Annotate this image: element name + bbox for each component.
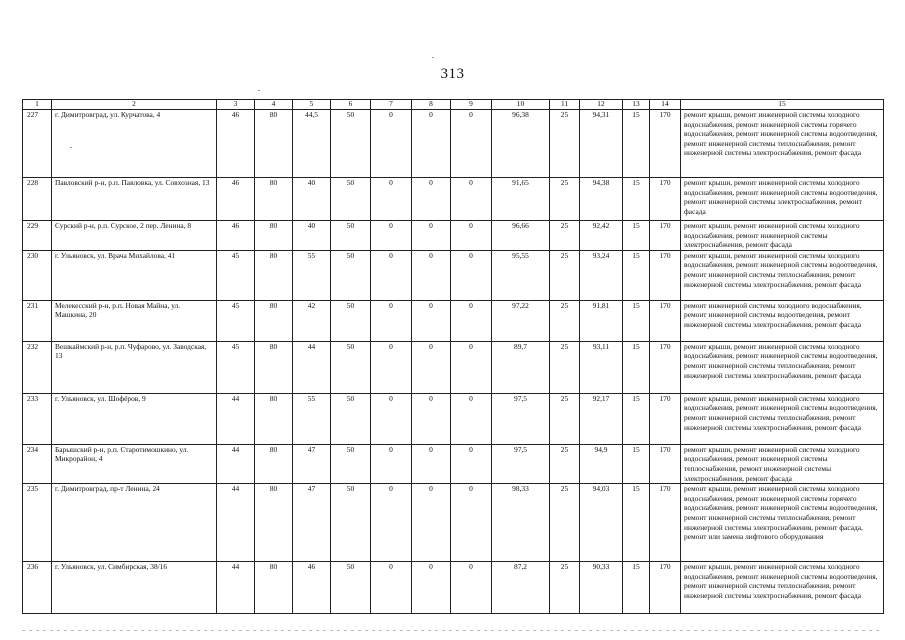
row-col-3: 44 xyxy=(217,444,255,483)
row-repair-works: ремонт крыши, ремонт инженерной системы холодного водоснабжения, ремонт инженерной системы электроснабжения, ремонт фасада xyxy=(681,221,884,251)
row-col-5: 47 xyxy=(293,484,331,562)
scan-artifact-line xyxy=(22,630,883,631)
row-number: 231 xyxy=(23,300,52,341)
row-col-11: 25 xyxy=(550,484,580,562)
row-address: г. Ульяновск, ул. Симбирская, 38/16 xyxy=(52,562,217,614)
header-col-8: 8 xyxy=(412,100,451,110)
row-col-11: 25 xyxy=(550,341,580,393)
row-col-9: 0 xyxy=(451,484,492,562)
row-repair-works: ремонт крыши, ремонт инженерной системы холодного водоснабжения, ремонт инженерной системы теплоснабжения, ремонт инженерной системы электроснабжения, ремонт фасада xyxy=(681,444,884,483)
row-col-5: 44 xyxy=(293,341,331,393)
row-col-8: 0 xyxy=(412,250,451,300)
table-row xyxy=(23,250,884,300)
row-address: Павловский р-н, р.п. Павловка, ул. Совхозная, 13 xyxy=(52,178,217,221)
row-address: г. Димитровград, пр-т Ленина, 24 xyxy=(52,484,217,562)
row-col-6: 50 xyxy=(331,250,371,300)
header-col-6: 6 xyxy=(331,100,371,110)
row-col-13: 15 xyxy=(623,562,650,614)
row-col-8: 0 xyxy=(412,110,451,178)
row-col-11: 25 xyxy=(550,300,580,341)
row-col-10: 95,55 xyxy=(492,250,550,300)
scan-speck xyxy=(258,90,260,91)
row-col-10: 97,5 xyxy=(492,393,550,444)
row-repair-works: ремонт крыши, ремонт инженерной системы холодного водоснабжения, ремонт инженерной системы водоотведения, ремонт инженерной системы теплоснабжения, ремонт инженерной системы электроснабжения, ремонт фасада xyxy=(681,562,884,614)
row-address: г. Димитровград, ул. Курчатова, 4 xyxy=(52,110,217,178)
row-col-3: 44 xyxy=(217,484,255,562)
header-col-5: 5 xyxy=(293,100,331,110)
row-col-3: 46 xyxy=(217,178,255,221)
table-row xyxy=(23,444,884,483)
row-col-7: 0 xyxy=(371,110,412,178)
repair-program-table-wrapper xyxy=(22,99,883,614)
row-number: 229 xyxy=(23,221,52,251)
table-header xyxy=(23,100,884,110)
row-col-14: 170 xyxy=(650,221,681,251)
table-body xyxy=(23,110,884,614)
row-col-4: 80 xyxy=(255,393,293,444)
row-address: Мелекесский р-н, р.п. Новая Майна, ул. Машкина, 20 xyxy=(52,300,217,341)
row-col-7: 0 xyxy=(371,221,412,251)
row-col-11: 25 xyxy=(550,562,580,614)
row-col-10: 87,2 xyxy=(492,562,550,614)
row-col-9: 0 xyxy=(451,393,492,444)
row-col-3: 46 xyxy=(217,110,255,178)
header-row xyxy=(23,100,884,110)
row-col-8: 0 xyxy=(412,393,451,444)
row-col-7: 0 xyxy=(371,393,412,444)
row-col-10: 98,33 xyxy=(492,484,550,562)
row-col-13: 15 xyxy=(623,110,650,178)
row-col-8: 0 xyxy=(412,300,451,341)
row-number: 233 xyxy=(23,393,52,444)
row-number: 235 xyxy=(23,484,52,562)
row-col-8: 0 xyxy=(412,484,451,562)
row-col-5: 46 xyxy=(293,562,331,614)
row-col-9: 0 xyxy=(451,250,492,300)
row-address: г. Ульяновск, ул. Шофёров, 9 xyxy=(52,393,217,444)
row-col-7: 0 xyxy=(371,300,412,341)
row-col-4: 80 xyxy=(255,300,293,341)
page-number: 313 xyxy=(440,66,465,82)
row-col-14: 170 xyxy=(650,250,681,300)
row-col-3: 45 xyxy=(217,250,255,300)
row-col-6: 50 xyxy=(331,484,371,562)
row-col-6: 50 xyxy=(331,444,371,483)
row-number: 227 xyxy=(23,110,52,178)
row-col-6: 50 xyxy=(331,562,371,614)
row-repair-works: ремонт крыши, ремонт инженерной системы холодного водоснабжения, ремонт инженерной системы водоотведения, ремонт инженерной системы электроснабжения, ремонт фасада xyxy=(681,178,884,221)
row-col-11: 25 xyxy=(550,250,580,300)
row-col-5: 55 xyxy=(293,250,331,300)
header-col-15: 15 xyxy=(681,100,884,110)
row-col-9: 0 xyxy=(451,300,492,341)
row-col-6: 50 xyxy=(331,300,371,341)
row-col-3: 45 xyxy=(217,341,255,393)
header-col-2: 2 xyxy=(52,100,217,110)
row-col-5: 44,5 xyxy=(293,110,331,178)
repair-program-table xyxy=(22,99,884,614)
row-col-10: 96,66 xyxy=(492,221,550,251)
row-number: 228 xyxy=(23,178,52,221)
row-col-8: 0 xyxy=(412,562,451,614)
row-col-3: 44 xyxy=(217,393,255,444)
row-col-13: 15 xyxy=(623,300,650,341)
row-number: 232 xyxy=(23,341,52,393)
row-repair-works: ремонт инженерной системы холодного водоснабжения, ремонт инженерной системы водоотведения, ремонт инженерной системы электроснабжения, ремонт фасада xyxy=(681,300,884,341)
row-col-11: 25 xyxy=(550,178,580,221)
header-col-14: 14 xyxy=(650,100,681,110)
row-number: 230 xyxy=(23,250,52,300)
table-row xyxy=(23,484,884,562)
row-col-12: 94,38 xyxy=(580,178,623,221)
row-col-13: 15 xyxy=(623,250,650,300)
row-col-13: 15 xyxy=(623,484,650,562)
header-col-4: 4 xyxy=(255,100,293,110)
row-col-3: 46 xyxy=(217,221,255,251)
row-col-14: 170 xyxy=(650,562,681,614)
header-col-12: 12 xyxy=(580,100,623,110)
row-col-10: 89,7 xyxy=(492,341,550,393)
row-col-5: 42 xyxy=(293,300,331,341)
row-col-7: 0 xyxy=(371,444,412,483)
row-col-6: 50 xyxy=(331,178,371,221)
row-col-11: 25 xyxy=(550,221,580,251)
row-col-4: 80 xyxy=(255,221,293,251)
row-col-12: 93,11 xyxy=(580,341,623,393)
row-col-6: 50 xyxy=(331,221,371,251)
row-repair-works: ремонт крыши, ремонт инженерной системы холодного водоснабжения, ремонт инженерной системы водоотведения, ремонт инженерной системы теплоснабжения, ремонт инженерной системы электроснабжения, ремонт фасада xyxy=(681,250,884,300)
row-col-6: 50 xyxy=(331,393,371,444)
row-col-8: 0 xyxy=(412,341,451,393)
row-col-4: 80 xyxy=(255,562,293,614)
row-col-14: 170 xyxy=(650,178,681,221)
row-col-14: 170 xyxy=(650,444,681,483)
scan-speck xyxy=(70,147,72,148)
header-col-3: 3 xyxy=(217,100,255,110)
header-col-1: 1 xyxy=(23,100,52,110)
row-col-9: 0 xyxy=(451,341,492,393)
row-col-8: 0 xyxy=(412,221,451,251)
row-col-7: 0 xyxy=(371,562,412,614)
table-row xyxy=(23,300,884,341)
row-col-3: 44 xyxy=(217,562,255,614)
row-col-13: 15 xyxy=(623,341,650,393)
row-address: г. Ульяновск, ул. Врача Михайлова, 41 xyxy=(52,250,217,300)
header-col-9: 9 xyxy=(451,100,492,110)
row-col-7: 0 xyxy=(371,250,412,300)
row-number: 236 xyxy=(23,562,52,614)
row-repair-works: ремонт крыши, ремонт инженерной системы холодного водоснабжения, ремонт инженерной системы водоотведения, ремонт инженерной системы теплоснабжения, ремонт инженерной системы электроснабжения, ремонт фасада xyxy=(681,393,884,444)
table-row xyxy=(23,562,884,614)
row-col-8: 0 xyxy=(412,178,451,221)
header-col-10: 10 xyxy=(492,100,550,110)
row-col-9: 0 xyxy=(451,110,492,178)
row-col-4: 80 xyxy=(255,110,293,178)
row-col-12: 91,81 xyxy=(580,300,623,341)
row-address: Вешкаймский р-н, р.п. Чуфарово, ул. Заводская, 13 xyxy=(52,341,217,393)
row-col-10: 97,22 xyxy=(492,300,550,341)
row-address: Барышский р-н, р.п. Старотимошкино, ул. Микрорайон, 4 xyxy=(52,444,217,483)
scan-speck xyxy=(432,57,434,58)
row-col-13: 15 xyxy=(623,393,650,444)
row-col-9: 0 xyxy=(451,562,492,614)
row-col-11: 25 xyxy=(550,110,580,178)
row-col-6: 50 xyxy=(331,110,371,178)
row-repair-works: ремонт крыши, ремонт инженерной системы холодного водоснабжения, ремонт инженерной системы водоотведения, ремонт инженерной системы теплоснабжения, ремонт инженерной системы электроснабжения, ремонт фасада xyxy=(681,341,884,393)
row-repair-works: ремонт крыши, ремонт инженерной системы холодного водоснабжения, ремонт инженерной системы горячего водоснабжения, ремонт инженерной системы водоотведения, ремонт инженерной системы теплоснабжения, ремонт инженерной системы электроснабжения, ремонт фасада, ремонт или замена лифтового оборудования xyxy=(681,484,884,562)
row-col-12: 94,31 xyxy=(580,110,623,178)
row-repair-works: ремонт крыши, ремонт инженерной системы холодного водоснабжения, ремонт инженерной системы горячего водоснабжения, ремонт инженерной системы водоотведения, ремонт инженерной системы теплоснабжения, ремонт инженерной системы электроснабжения, ремонт фасада xyxy=(681,110,884,178)
row-col-8: 0 xyxy=(412,444,451,483)
header-col-11: 11 xyxy=(550,100,580,110)
row-col-14: 170 xyxy=(650,393,681,444)
row-col-13: 15 xyxy=(623,221,650,251)
row-col-4: 80 xyxy=(255,178,293,221)
row-col-7: 0 xyxy=(371,484,412,562)
row-col-7: 0 xyxy=(371,178,412,221)
row-col-14: 170 xyxy=(650,341,681,393)
row-col-3: 45 xyxy=(217,300,255,341)
table-row xyxy=(23,221,884,251)
row-col-4: 80 xyxy=(255,444,293,483)
row-col-14: 170 xyxy=(650,300,681,341)
row-col-12: 94,9 xyxy=(580,444,623,483)
row-col-12: 92,42 xyxy=(580,221,623,251)
row-col-9: 0 xyxy=(451,178,492,221)
header-col-13: 13 xyxy=(623,100,650,110)
row-col-4: 80 xyxy=(255,341,293,393)
table-row xyxy=(23,178,884,221)
table-row xyxy=(23,341,884,393)
row-col-14: 170 xyxy=(650,110,681,178)
row-col-11: 25 xyxy=(550,393,580,444)
row-col-7: 0 xyxy=(371,341,412,393)
header-col-7: 7 xyxy=(371,100,412,110)
row-col-5: 55 xyxy=(293,393,331,444)
row-col-9: 0 xyxy=(451,221,492,251)
row-col-6: 50 xyxy=(331,341,371,393)
row-col-9: 0 xyxy=(451,444,492,483)
row-col-10: 96,38 xyxy=(492,110,550,178)
row-col-14: 170 xyxy=(650,484,681,562)
row-col-12: 93,24 xyxy=(580,250,623,300)
row-col-10: 91,65 xyxy=(492,178,550,221)
table-row xyxy=(23,110,884,178)
row-col-4: 80 xyxy=(255,250,293,300)
row-col-10: 97,5 xyxy=(492,444,550,483)
row-col-12: 94,03 xyxy=(580,484,623,562)
row-col-12: 90,33 xyxy=(580,562,623,614)
row-col-5: 40 xyxy=(293,178,331,221)
row-number: 234 xyxy=(23,444,52,483)
row-col-13: 15 xyxy=(623,444,650,483)
row-address: Сурский р-н, р.п. Сурское, 2 пер. Ленина, 8 xyxy=(52,221,217,251)
row-col-5: 40 xyxy=(293,221,331,251)
row-col-5: 47 xyxy=(293,444,331,483)
row-col-11: 25 xyxy=(550,444,580,483)
row-col-4: 80 xyxy=(255,484,293,562)
row-col-13: 15 xyxy=(623,178,650,221)
row-col-12: 92,17 xyxy=(580,393,623,444)
table-row xyxy=(23,393,884,444)
